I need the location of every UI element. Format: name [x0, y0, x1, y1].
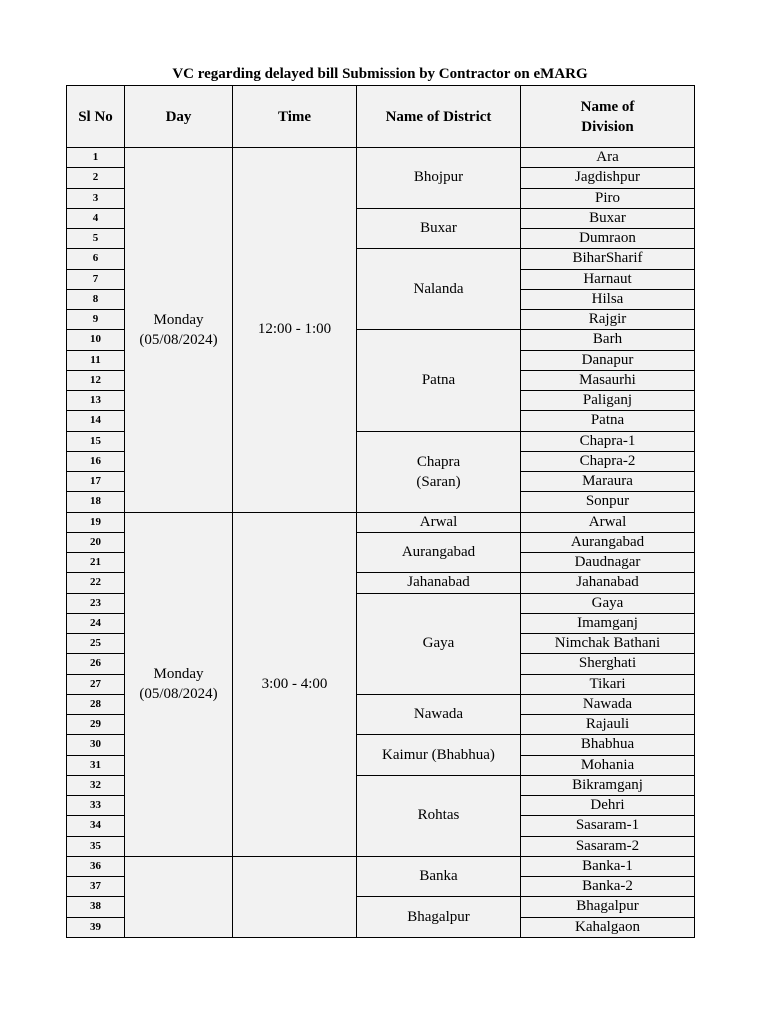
sl-no-cell: 7: [67, 269, 125, 289]
sl-no-cell: 27: [67, 674, 125, 694]
district-cell: Banka: [357, 856, 521, 897]
sl-no-cell: 15: [67, 431, 125, 451]
sl-no-cell: 35: [67, 836, 125, 856]
document-title: VC regarding delayed bill Submission by Contractor on eMARG: [172, 66, 588, 82]
division-cell: Bhabhua: [521, 735, 695, 755]
district-cell: Aurangabad: [357, 532, 521, 573]
header-division: [521, 86, 695, 148]
division-cell: Rajgir: [521, 310, 695, 330]
district-name: Chapra: [416, 453, 461, 470]
sl-no-cell: 9: [67, 310, 125, 330]
district-cell: Patna: [357, 330, 521, 431]
division-cell: Piro: [521, 188, 695, 208]
division-cell: Jagdishpur: [521, 168, 695, 188]
sl-no-cell: 6: [67, 249, 125, 269]
header-sl-no: Sl No: [67, 86, 125, 148]
division-cell: Sonpur: [521, 492, 695, 512]
sl-no-cell: 22: [67, 573, 125, 593]
division-cell: Bhagalpur: [521, 897, 695, 917]
division-cell: Sherghati: [521, 654, 695, 674]
division-cell: Tikari: [521, 674, 695, 694]
division-cell: Chapra-1: [521, 431, 695, 451]
sl-no-cell: 12: [67, 370, 125, 390]
sl-no-cell: 14: [67, 411, 125, 431]
district-cell: Kaimur (Bhabhua): [357, 735, 521, 776]
division-cell: Imamganj: [521, 613, 695, 633]
table-row: [67, 856, 695, 876]
division-cell: Dehri: [521, 796, 695, 816]
district-cell: Buxar: [357, 208, 521, 249]
day-date: (05/08/2024): [139, 331, 218, 348]
division-cell: Nimchak Bathani: [521, 634, 695, 654]
division-cell: Banka-1: [521, 856, 695, 876]
day-cell: [125, 512, 233, 856]
header-row: [67, 86, 695, 148]
division-cell: Kahalgaon: [521, 917, 695, 937]
division-cell: Daudnagar: [521, 553, 695, 573]
sl-no-cell: 5: [67, 229, 125, 249]
division-cell: Rajauli: [521, 715, 695, 735]
division-cell: Dumraon: [521, 229, 695, 249]
table-row: [67, 512, 695, 532]
sl-no-cell: 28: [67, 694, 125, 714]
division-cell: Harnaut: [521, 269, 695, 289]
day-date: (05/08/2024): [139, 686, 218, 703]
division-cell: Barh: [521, 330, 695, 350]
sl-no-cell: 32: [67, 775, 125, 795]
sl-no-cell: 24: [67, 613, 125, 633]
division-cell: Hilsa: [521, 289, 695, 309]
district-cell: Bhagalpur: [357, 897, 521, 938]
division-cell: Masaurhi: [521, 370, 695, 390]
district-cell: Bhojpur: [357, 148, 521, 209]
division-cell: BiharSharif: [521, 249, 695, 269]
division-cell: Jahanabad: [521, 573, 695, 593]
division-cell: Arwal: [521, 512, 695, 532]
sl-no-cell: 1: [67, 148, 125, 168]
district-cell: Nawada: [357, 694, 521, 735]
sl-no-cell: 13: [67, 391, 125, 411]
sl-no-cell: 4: [67, 208, 125, 228]
district-cell: Arwal: [357, 512, 521, 532]
sl-no-cell: 3: [67, 188, 125, 208]
sl-no-cell: 17: [67, 472, 125, 492]
division-cell: Mohania: [521, 755, 695, 775]
sl-no-cell: 29: [67, 715, 125, 735]
division-cell: Gaya: [521, 593, 695, 613]
header-district: Name of District: [357, 86, 521, 148]
sl-no-cell: 31: [67, 755, 125, 775]
division-cell: Paliganj: [521, 391, 695, 411]
time-cell: 12:00 - 1:00: [233, 148, 357, 513]
division-cell: Chapra-2: [521, 451, 695, 471]
sl-no-cell: 20: [67, 532, 125, 552]
division-cell: Danapur: [521, 350, 695, 370]
header-day: Day: [125, 86, 233, 148]
sl-no-cell: 18: [67, 492, 125, 512]
division-cell: Ara: [521, 148, 695, 168]
division-cell: Sasaram-1: [521, 816, 695, 836]
sl-no-cell: 37: [67, 877, 125, 897]
schedule-table: [66, 85, 695, 938]
header-division-line2: Division: [581, 118, 634, 135]
district-cell: [357, 431, 521, 512]
sl-no-cell: 36: [67, 856, 125, 876]
division-cell: Aurangabad: [521, 532, 695, 552]
sl-no-cell: 16: [67, 451, 125, 471]
sl-no-cell: 19: [67, 512, 125, 532]
sl-no-cell: 23: [67, 593, 125, 613]
division-cell: Patna: [521, 411, 695, 431]
sl-no-cell: 21: [67, 553, 125, 573]
district-cell: Nalanda: [357, 249, 521, 330]
day-name: Monday: [153, 311, 204, 328]
district-cell: Gaya: [357, 593, 521, 694]
district-cell: Jahanabad: [357, 573, 521, 593]
sl-no-cell: 38: [67, 897, 125, 917]
district-alt-name: (Saran): [416, 473, 461, 490]
sl-no-cell: 10: [67, 330, 125, 350]
sl-no-cell: 39: [67, 917, 125, 937]
division-cell: Banka-2: [521, 877, 695, 897]
day-cell: [125, 148, 233, 513]
sl-no-cell: 25: [67, 634, 125, 654]
district-cell: Rohtas: [357, 775, 521, 856]
day-name: Monday: [153, 666, 204, 683]
division-cell: Buxar: [521, 208, 695, 228]
sl-no-cell: 26: [67, 654, 125, 674]
division-cell: Bikramganj: [521, 775, 695, 795]
day-cell-empty: [125, 856, 233, 937]
sl-no-cell: 8: [67, 289, 125, 309]
sl-no-cell: 34: [67, 816, 125, 836]
header-time: Time: [233, 86, 357, 148]
division-cell: Sasaram-2: [521, 836, 695, 856]
time-cell: 3:00 - 4:00: [233, 512, 357, 856]
sl-no-cell: 2: [67, 168, 125, 188]
sl-no-cell: 33: [67, 796, 125, 816]
sl-no-cell: 30: [67, 735, 125, 755]
division-cell: Maraura: [521, 472, 695, 492]
sl-no-cell: 11: [67, 350, 125, 370]
division-cell: Nawada: [521, 694, 695, 714]
time-cell-empty: [233, 856, 357, 937]
header-division-line1: Name of: [580, 98, 635, 115]
table-row: [67, 148, 695, 168]
